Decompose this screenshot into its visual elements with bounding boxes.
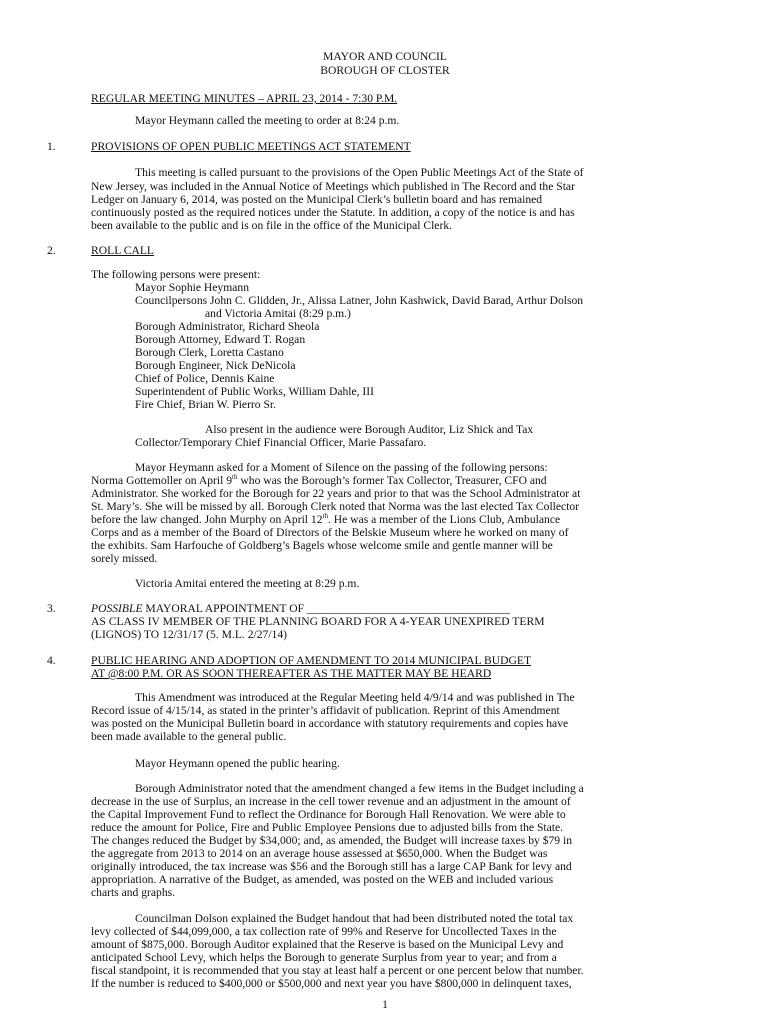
hearing-opened: Mayor Heymann opened the public hearing. xyxy=(135,757,340,770)
attendee-item: Superintendent of Public Works, William Dahle, III xyxy=(135,385,375,398)
attendee-item: Borough Engineer, Nick DeNicola xyxy=(135,359,296,372)
meeting-title: REGULAR MEETING MINUTES – APRIL 23, 2014 - 7:30 P.M. xyxy=(91,92,398,105)
section-4-number: 4. xyxy=(47,654,56,667)
section-3-title-line-3: (LIGNOS) TO 12/31/17 (5. M.L. 2/27/14) xyxy=(91,628,288,641)
section-1-line: This meeting is called pursuant to the provisions of the Open Public Meetings Act of the State of xyxy=(135,166,584,179)
silence-line: the exhibits. Sam Harfouche of Goldberg’s Bagels whose welcome smile and gentle manner will be xyxy=(91,539,553,552)
paragraph-line: appropriation. A narrative of the Budget, as amended, was posted on the WEB and included various xyxy=(91,873,554,886)
attendee-item: Mayor Sophie Heymann xyxy=(135,281,249,294)
paragraph-line: Record issue of 4/15/14, as stated in the printer’s affidavit of publication. Reprint of this Amendment xyxy=(91,704,560,717)
paragraph-line: been made available to the general public. xyxy=(91,730,287,743)
audience-line: Collector/Temporary Chief Financial Officer, Marie Passafaro. xyxy=(135,436,427,449)
section-3-number: 3. xyxy=(47,602,56,615)
paragraph-line: fiscal standpoint, it is recommended that you stay at least half a percent or one percent below that number. xyxy=(91,964,584,977)
audience-line: Also present in the audience were Borough Auditor, Liz Shick and Tax xyxy=(205,423,534,436)
paragraph-line: levy collected of $44,099,000, a tax collection rate of 99% and Reserve for Uncollected Taxes in the xyxy=(91,925,557,938)
paragraph-line: the aggregate from 2013 to 2014 on an average house assessed at $650,000. When the Budget was xyxy=(91,847,548,860)
silence-line: Mayor Heymann asked for a Moment of Silence on the passing of the following persons: xyxy=(135,461,548,474)
section-1-title: PROVISIONS OF OPEN PUBLIC MEETINGS ACT STATEMENT xyxy=(91,140,411,153)
roll-call-intro: The following persons were present: xyxy=(91,268,261,281)
paragraph-line: amount of $875,000. Borough Auditor explained that the Reserve is based on the Municipal Levy and xyxy=(91,938,564,951)
section-3-title-line-1: POSSIBLE MAYORAL APPOINTMENT OF ___________________________________ xyxy=(91,602,510,615)
section-3-title-line-2: AS CLASS IV MEMBER OF THE PLANNING BOARD FOR A 4-YEAR UNEXPIRED TERM xyxy=(91,615,545,628)
section-1-line: continuously posted as the required notices under the Statute. In addition, a copy of the notice is and has xyxy=(91,206,575,219)
paragraph-line: This Amendment was introduced at the Regular Meeting held 4/9/14 and was published in The xyxy=(135,691,575,704)
section-2-number: 2. xyxy=(47,244,56,257)
paragraph-line: Borough Administrator noted that the amendment changed a few items in the Budget including a xyxy=(135,782,584,795)
silence-line: Administrator. She worked for the Borough for 22 years and prior to that was the School Administrator at xyxy=(91,487,581,500)
paragraph-line: the Capital Improvement Fund to reflect the Ordinance for Borough Hall Renovation. We were able to xyxy=(91,808,566,821)
paragraph-line: charts and graphs. xyxy=(91,886,176,899)
attendee-item: Borough Administrator, Richard Sheola xyxy=(135,320,320,333)
attendee-item: Councilpersons John C. Glidden, Jr., Alissa Latner, John Kashwick, David Barad, Arthur Dolson xyxy=(135,294,584,307)
silence-line: before the law changed. John Murphy on April 12th. He was a member of the Lions Club, Ambulance xyxy=(91,512,561,526)
section-2-title: ROLL CALL xyxy=(91,244,155,257)
attendee-item: and Victoria Amitai (8:29 p.m.) xyxy=(205,307,351,320)
section-1-line: Ledger on January 6, 2014, was posted on the Municipal Clerk’s bulletin board and has remained xyxy=(91,193,543,206)
section-1-line: been available to the public and is on file in the office of the Municipal Clerk. xyxy=(91,219,453,232)
call-to-order: Mayor Heymann called the meeting to order at 8:24 p.m. xyxy=(135,114,400,127)
silence-line: St. Mary’s. She will be missed by all. Borough Clerk noted that Norma was the last elected Tax Collector xyxy=(91,500,580,513)
attendee-item: Chief of Police, Dennis Kaine xyxy=(135,372,275,385)
paragraph-line: The changes reduced the Budget by $34,000; and, as amended, the Budget will increase taxes by $79 in xyxy=(91,834,573,847)
attendee-item: Borough Attorney, Edward T. Rogan xyxy=(135,333,306,346)
paragraph-line: reduce the amount for Police, Fire and Public Employee Pensions due to adjusted bills from the State. xyxy=(91,821,564,834)
amitai-entered: Victoria Amitai entered the meeting at 8:29 p.m. xyxy=(135,577,360,590)
page-number: 1 xyxy=(382,998,388,1011)
paragraph-line: If the number is reduced to $400,000 or $500,000 and next year you have $800,000 in delinquent taxes, xyxy=(91,977,572,990)
section-1-number: 1. xyxy=(47,140,56,153)
section-4-title-line-1: PUBLIC HEARING AND ADOPTION OF AMENDMENT TO 2014 MUNICIPAL BUDGET xyxy=(91,654,532,667)
silence-line: sorely missed. xyxy=(91,552,158,565)
attendee-item: Borough Clerk, Loretta Castano xyxy=(135,346,284,359)
paragraph-line: originally introduced, the tax increase was $56 and the Borough still has a large CAP Bank for levy and xyxy=(91,860,572,873)
section-4-title-line-2: AT @8:00 P.M. OR AS SOON THEREAFTER AS THE MATTER MAY BE HEARD xyxy=(91,667,492,680)
paragraph-line: decrease in the use of Surplus, an increase in the cell tower revenue and an adjustment in the amount of xyxy=(91,795,571,808)
attendee-item: Fire Chief, Brian W. Pierro Sr. xyxy=(135,398,277,411)
header-line-1: MAYOR AND COUNCIL xyxy=(323,50,447,63)
header-line-2: BOROUGH OF CLOSTER xyxy=(320,64,450,77)
silence-line: Norma Gottemoller on April 9th who was the Borough’s former Tax Collector, Treasurer, CFO and xyxy=(91,473,547,487)
paragraph-line: anticipated School Levy, which helps the Borough to generate Surplus from year to year; and from a xyxy=(91,951,557,964)
paragraph-line: Councilman Dolson explained the Budget handout that had been distributed noted the total tax xyxy=(135,912,574,925)
section-1-line: New Jersey, was included in the Annual Notice of Meetings which published in The Record and the Star xyxy=(91,180,575,193)
paragraph-line: was posted on the Municipal Bulletin board in accordance with statutory requirements and copies have xyxy=(91,717,569,730)
silence-line: Corps and as a member of the Board of Directors of the Belskie Museum where he worked on many of xyxy=(91,526,569,539)
